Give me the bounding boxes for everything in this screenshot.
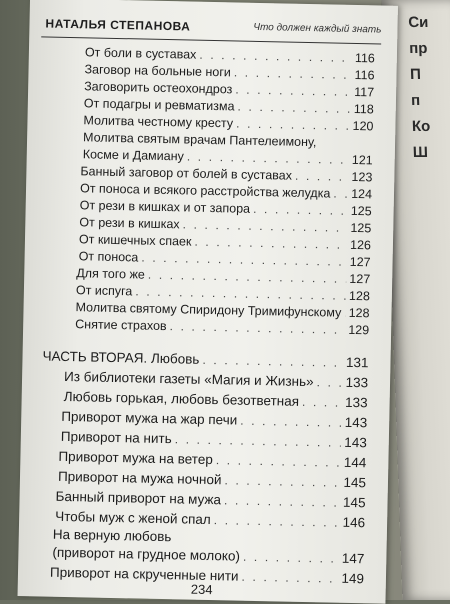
toc-entry-page: 128 [348,305,370,321]
toc-entry-title: Банный заговор от болей в суставах [80,164,293,183]
toc-entry-page: 116 [354,50,376,66]
toc-entry-page: 125 [350,220,372,236]
dot-leader [224,473,340,489]
dot-leader [169,319,345,337]
toc-entry-page: 143 [344,414,368,431]
dot-leader [235,82,351,98]
dot-leader [216,453,341,470]
toc-entry-page: 127 [349,254,371,270]
toc-entry [55,489,365,510]
toc-entry-title-line1: Молитва святым врачам Пантелеимону, [82,130,317,150]
dot-leader [316,375,342,390]
dot-leader [236,116,350,132]
toc-entry-page: 116 [354,67,375,83]
toc-entry-title: Для того же [76,266,145,282]
toc-entry-title: От подагры и ревматизма [83,96,235,114]
book-page [18,0,398,604]
toc-entry-title: От рези в кишках и от запора [79,198,251,216]
facing-page-fragment: Си [408,14,429,31]
dot-leader [243,550,339,566]
toc-entry-title: Заговорить остеохондроз [84,79,233,97]
toc-entry-title: (приворот на грудное молоко) [52,544,241,564]
toc-entry-title: От боли в суставах [84,45,197,62]
toc-entry [64,369,368,390]
toc-entry-page: 133 [345,374,369,391]
toc-entry-title: От рези в кишках [79,215,180,232]
toc-entry-title: Приворот на нить [60,428,172,447]
author-name: НАТАЛЬЯ СТЕПАНОВА [45,16,191,34]
toc-entry-title: Приворот на скрученные нити [49,564,239,584]
dot-leader [194,235,347,252]
toc-entry [61,429,367,450]
toc-entry [58,449,366,470]
dot-leader [214,513,340,530]
toc-entry-title: Чтобы муж с женой спал [55,508,211,528]
dot-leader [202,353,343,370]
book-title: Что должен каждый знать [253,21,382,36]
toc-entry [52,545,364,567]
toc-entry-page: 123 [351,169,373,185]
dot-leader [175,432,342,449]
toc-entry-title: Любовь горькая, любовь безответная [63,388,300,409]
toc-entry-title: От испуга [75,283,133,299]
toc-entry-title: Приворот на мужа ночной [57,468,222,488]
toc-entry-page: 117 [354,84,375,100]
toc-entry-title: Молитва честному кресту [83,113,234,131]
toc-entry-page: 126 [349,237,372,253]
toc-entry-page: 147 [341,550,365,567]
part-page: 131 [345,354,369,371]
toc-entry [58,469,366,490]
dot-leader [253,202,348,218]
dot-leader [199,48,352,65]
toc-entry-page: 143 [344,434,367,451]
toc-entry-title: Приворот мужа на ветер [58,448,213,468]
toc-entry-page: 145 [342,494,366,511]
toc-entry-title: Банный приворот на мужа [55,488,222,508]
toc-entry-title: Молитва святому Спиридону Тримифунскому [75,300,342,320]
facing-page-fragment: П [409,66,422,83]
facing-page-fragment: п [410,92,421,109]
toc-entry-title: От поноса [78,249,139,265]
toc-entry-title-line1: На верную любовь [52,526,172,545]
toc-entry-title: Из библиотеки газеты «Магия и Жизнь» [63,368,314,390]
toc-entry [61,409,367,430]
dot-leader [333,187,348,201]
toc-entry [75,317,369,337]
toc-entry-title: От кишечных спаек [78,232,192,249]
toc-entry-page: 146 [342,514,366,531]
dot-leader [141,251,347,269]
dot-leader [148,268,347,286]
toc-entry-page: 127 [349,271,371,287]
part-title: ЧАСТЬ ВТОРАЯ. Любовь [42,348,200,367]
dot-leader [135,284,346,302]
toc-entry-title: Приворот мужа на жар печи [61,408,238,428]
running-header [41,14,381,44]
facing-page-fragment: пр [408,40,428,57]
dot-leader [234,65,352,81]
facing-page-fragment: Ко [411,118,431,135]
toc-entry-page: 133 [344,394,368,411]
toc-entry-page: 120 [352,118,374,134]
dot-leader [344,306,346,320]
toc-entry-page: 149 [341,570,365,587]
toc-entry-title: Заговор на больные ноги [84,62,231,80]
page-number: 234 [190,581,213,598]
toc-entry-title: От поноса и всякого расстройства желудка [79,181,331,201]
toc-entry [64,389,368,410]
dot-leader [302,395,342,410]
part-heading [42,348,368,370]
toc-entry-page: 144 [343,454,367,471]
toc-entry-title: Снятие страхов [75,317,167,334]
toc-entry-title: Косме и Дамиану [82,147,184,164]
dot-leader [237,100,351,116]
toc-entry-page: 145 [343,474,367,491]
dot-leader [224,493,340,509]
toc-entry-page: 121 [351,152,373,168]
facing-page-fragment: Ш [412,144,429,161]
dot-leader [182,217,347,234]
toc-entry-page: 124 [351,186,373,202]
toc-entry-page: 129 [348,322,370,338]
toc-entry-page: 118 [353,101,374,117]
dot-leader [240,414,342,430]
toc-entry-page: 125 [350,203,372,219]
dot-leader [295,169,349,184]
dot-leader [187,149,349,166]
toc-entry-page: 128 [348,288,371,304]
